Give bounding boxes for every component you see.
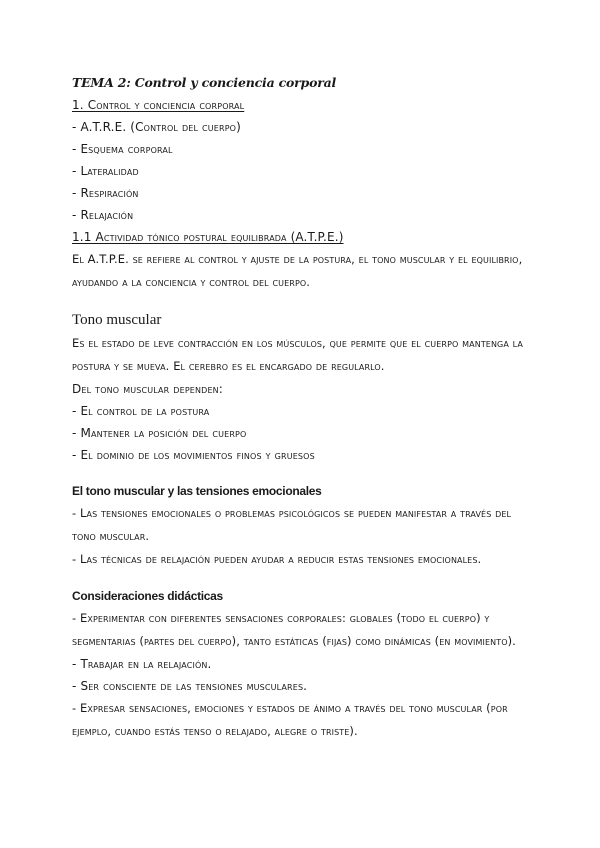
section-heading-tono: Tono muscular [72,312,162,328]
list-item: - Esquema corporal [72,142,173,156]
list-item: - Las técnicas de relajación pueden ayudar a reducir estas tensiones emocionales. [72,552,482,566]
paragraph: El A.T.P.E. se refiere al control y ajuste de la postura, el tono muscular y el equilibrio, ayudando a la conciencia y control del cuerpo. [72,252,523,289]
section-heading-tensiones: El tono muscular y las tensiones emocionales [72,484,322,498]
subsection-heading: 1.1 Actividad tónico postural equilibrada (A.T.P.E.) [72,230,344,244]
list-item: - El control de la postura [72,404,210,418]
section-heading: 1. Control y conciencia corporal [72,98,245,112]
paragraph-intro: Del tono muscular dependen: [72,382,223,396]
paragraph: Es el estado de leve contracción en los músculos, que permite que el cuerpo mantenga la postura y se mueva. El cerebro es el encargado de regularlo. [72,336,523,373]
list-item: - A.T.R.E. (Control del cuerpo) [72,120,241,134]
document-page [72,72,532,743]
list-item: - Relajación [72,208,134,222]
section-heading-consideraciones: Consideraciones didácticas [72,589,223,603]
list-item: - Las tensiones emocionales o problemas psicológicos se pueden manifestar a través del tono muscular. [72,506,512,543]
list-item: - Trabajar en la relajación. [72,657,212,671]
list-item: - Respiración [72,186,139,200]
document-title: TEMA 2: Control y conciencia corporal [72,75,337,90]
list-item: - Expresar sensaciones, emociones y estados de ánimo a través del tono muscular (por ejemplo, cuando estás tenso o relajado, alegre o triste). [72,701,508,738]
list-item: - Mantener la posición del cuerpo [72,426,247,440]
list-item: - Ser consciente de las tensiones musculares. [72,679,308,693]
list-item: - Experimentar con diferentes sensaciones corporales: globales (todo el cuerpo) y segmentarias (partes del cuerpo), tanto estáticas (fijas) como dinámicas (en movimiento). [72,611,516,648]
list-item: - El dominio de los movimientos finos y gruesos [72,448,315,462]
list-item: - Lateralidad [72,164,139,178]
